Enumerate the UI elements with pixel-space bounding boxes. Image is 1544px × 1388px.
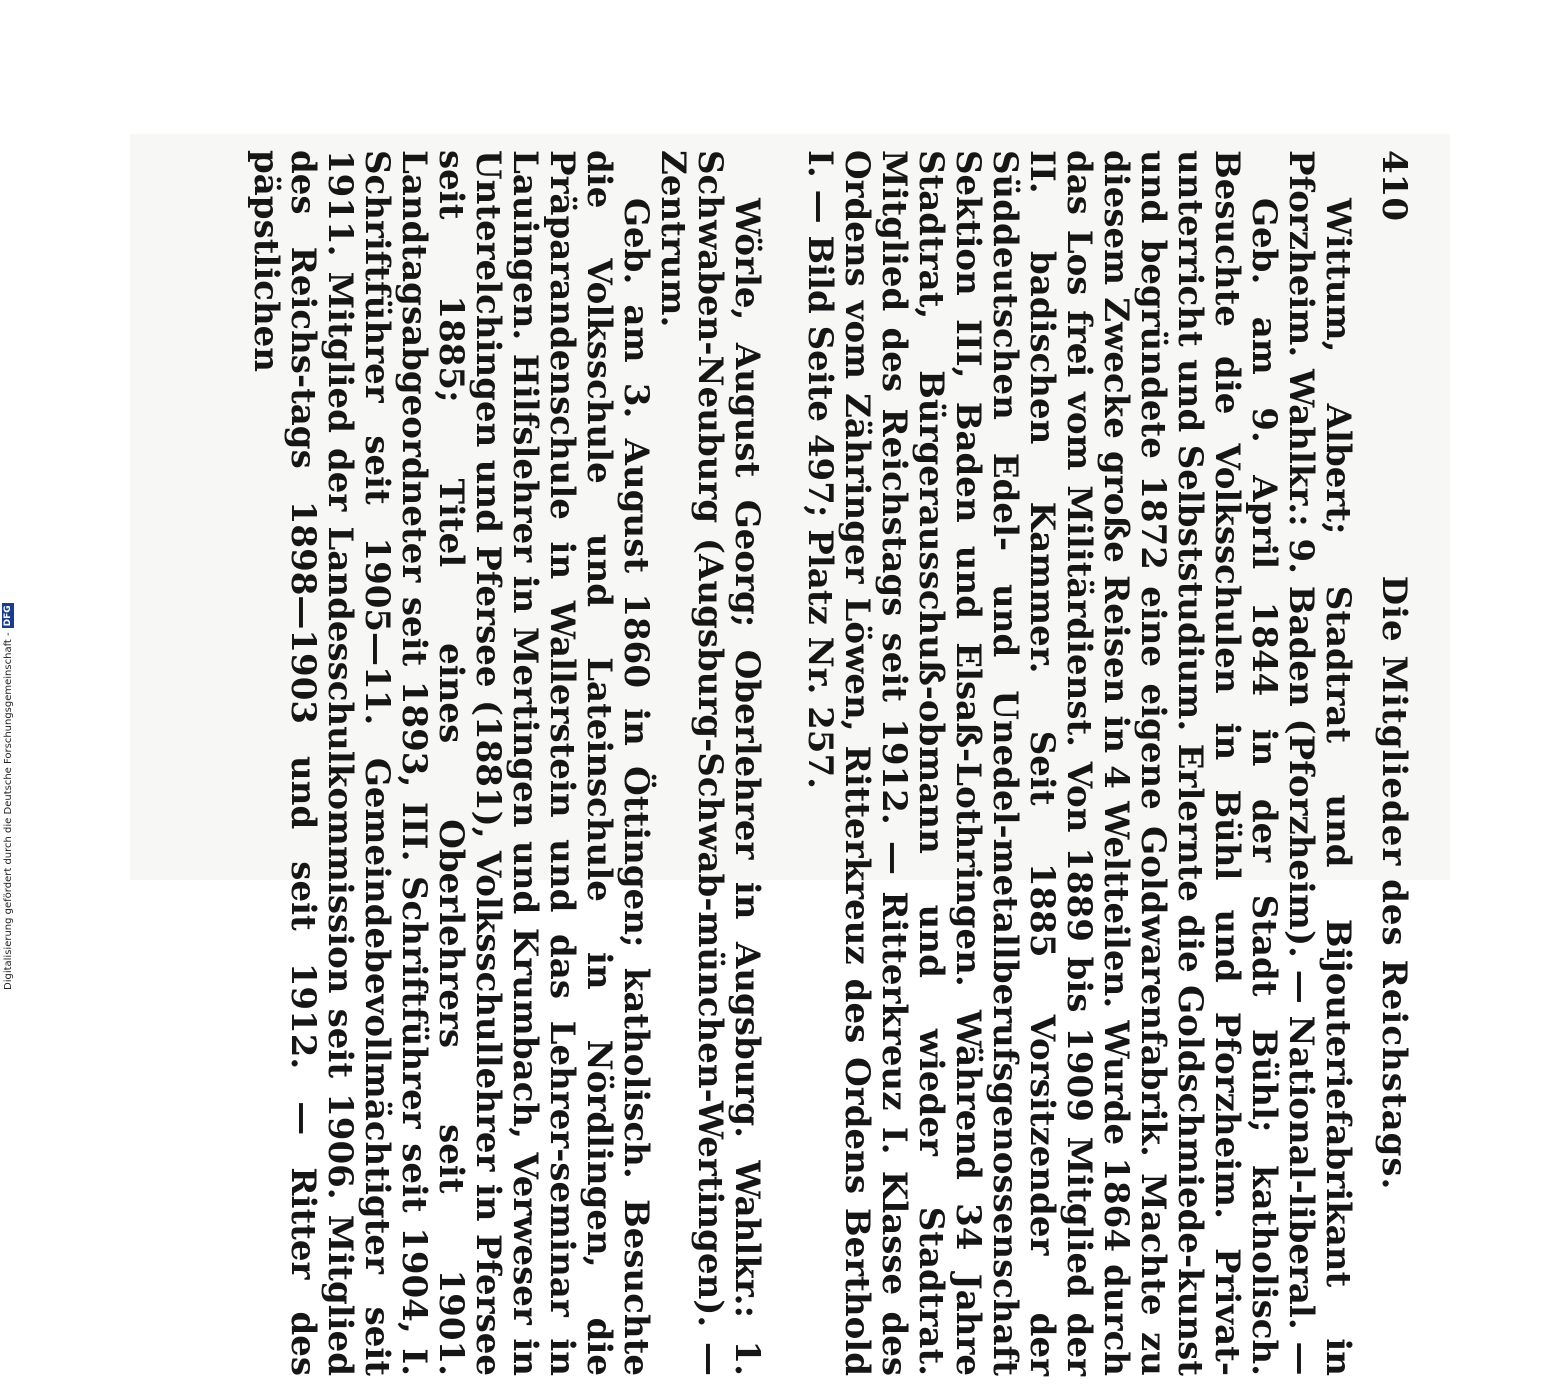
credit-text: Digitalisierung gefördert durch die Deutsche Forschungsgemeinschaft - [2, 632, 14, 990]
member-summary: August Georg; Oberlehrer in Augsburg. Wahlkr.: 1. Schwaben-Neuburg (Augsburg-Schwab-münchen-Wertingen). — Zentrum. [653, 150, 767, 1376]
entry-heading-paragraph [1282, 150, 1356, 1376]
member-biography: Geb. am 9. April 1844 in der Stadt Bühl; katholisch. Besuchte die Volksschulen in Bühl und Pforzheim. Privat-unterricht und Selbststudium. Erlernte die Goldschmiede-kunst und begründete 1872 eine eigene Goldwarenfabrik. Machte zu diesem Zwecke große Reisen in 4 Weltteilen. Wurde 1864 durch das Los frei vom Militärdienst. Von 1889 bis 1909 Mitglied der II. badischen Kammer. Seit 1885 Vorsitzender der Süddeutschen Edel- und Unedel-metallberufsgenossenschaft Sektion III, Baden und Elsaß-Lothringen. Während 34 Jahre Stadtrat, Bürgerausschuß-obmann und wieder Stadtrat. Mitglied des Reichstags seit 1912. — Ritterkreuz I. Klasse des Ordens vom Zähringer Löwen, Ritterkreuz des Ordens Berthold I. — Bild Seite 497; Platz Nr. 257. [800, 150, 1284, 1376]
document-page [174, 138, 1414, 1388]
entry-woerle [247, 150, 765, 1376]
member-biography: Geb. am 3. August 1860 in Öttingen; katholisch. Besuchte die Volksschule und Lateinschule in Nördlingen, die Präparandenschule in Wallerstein und das Lehrer-seminar in Lauingen. Hilfslehrer in Mertingen und Krumbach, Verweser in Unterelchingen und Pfersee (1881), Volksschullehrer in Pfersee seit 1885; Titel eines Oberlehrers seit 1901. Landtagsabgeordneter seit 1893, III. Schriftführer seit 1904, I. Schriftführer seit 1905—11. Gemeindebevollmächtigter seit 1911. Mitglied der Landesschulkommission seit 1906. Mitglied des Reichs-tags 1898—1903 und seit 1912. — Ritter des päpstlichen [246, 150, 656, 1376]
member-name: Wörle, [727, 198, 767, 321]
funding-credit [0, 0, 16, 1000]
dfg-logo: DFG [3, 605, 13, 627]
page-number: 410 [1374, 150, 1414, 221]
running-title: Die Mitglieder des Reichstags. [1374, 575, 1414, 1191]
entry-wittum [801, 150, 1356, 1376]
entry-heading-paragraph [654, 150, 765, 1376]
page-header [1356, 150, 1414, 1376]
member-summary: Albert; Stadtrat und Bijouteriefabrikant in Pforzheim. Wahlkr.: 9. Baden (Pforzheim). — National-liberal. — [1281, 150, 1358, 1376]
member-name: Wittum, [1318, 198, 1358, 353]
entry-separator [765, 150, 801, 1376]
